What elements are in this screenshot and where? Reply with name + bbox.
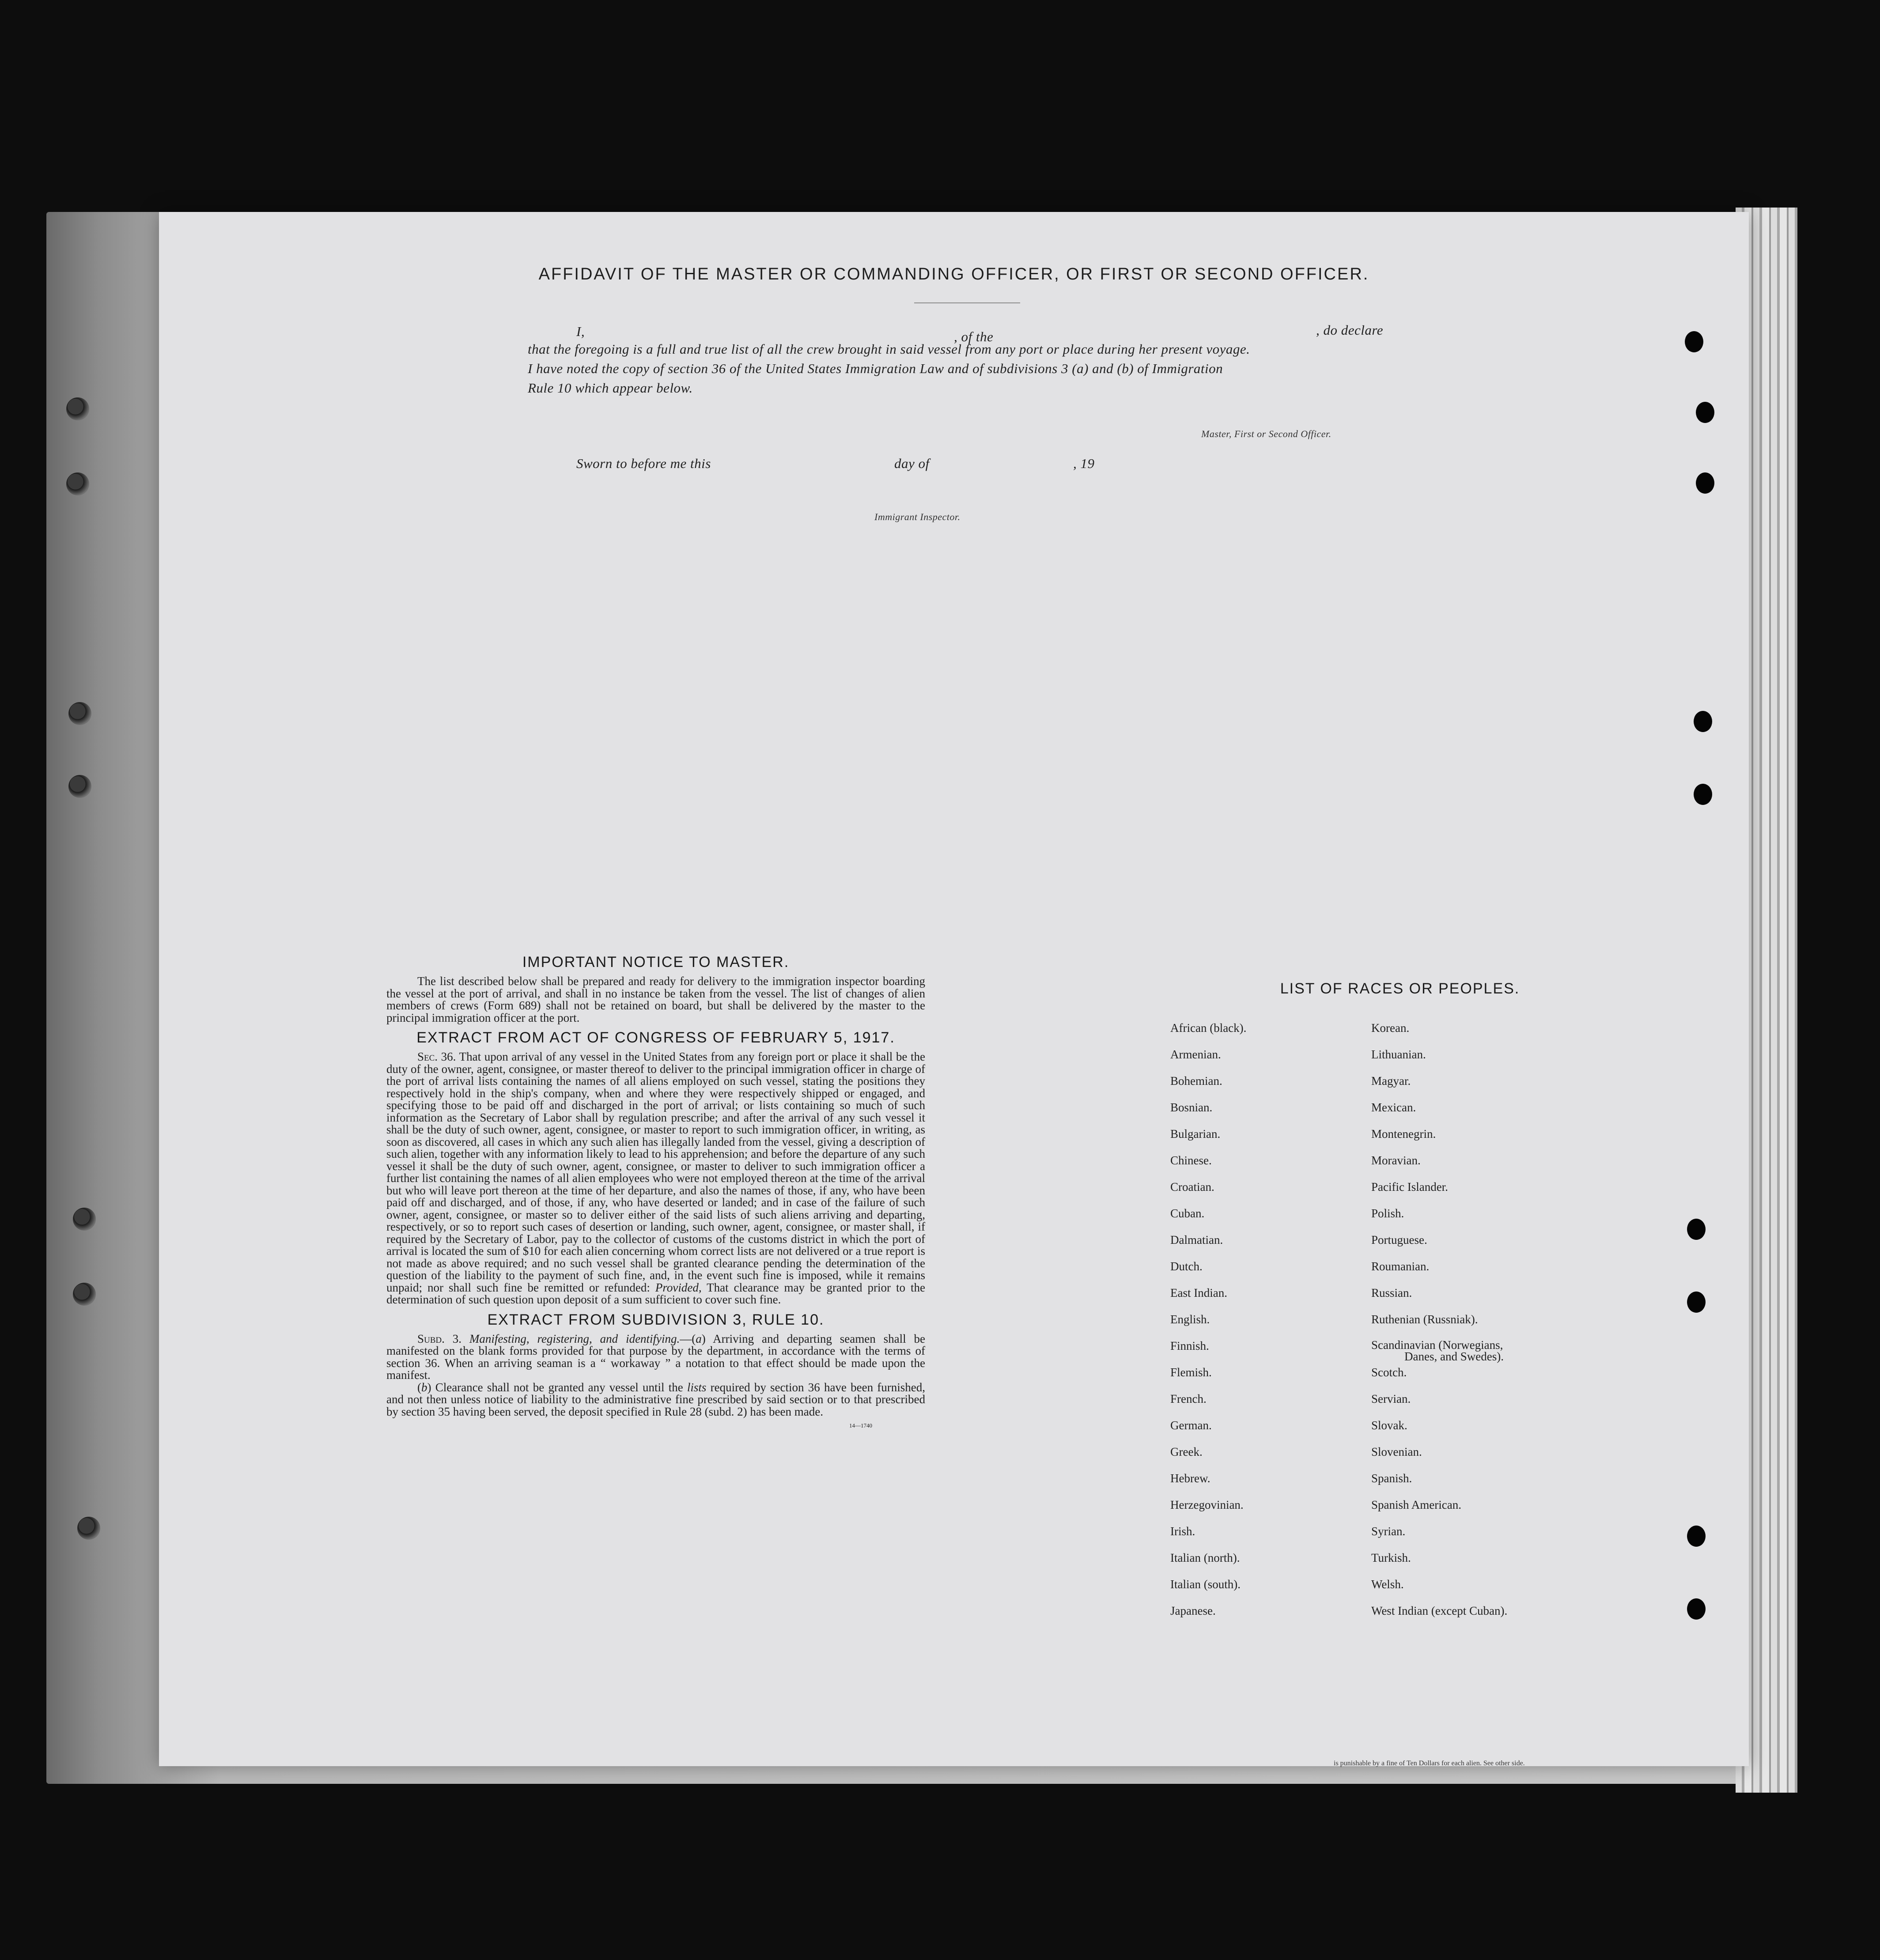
inspector-caption: Immigrant Inspector. [874, 511, 961, 522]
affidavit-declare: , do declare [1316, 322, 1384, 338]
race-item: Croatian. [1170, 1180, 1214, 1193]
race-item-continuation: Danes, and Swedes). [1404, 1350, 1504, 1363]
subd-b-open: ( [417, 1380, 421, 1394]
races-column-2 [1371, 1021, 1507, 1631]
provided-word: Provided, [655, 1280, 702, 1294]
subd-b-text-2: required by section 36 have been furnished, and not then unless notice of liability to the administrative fine prescribed by said section or to that prescribed by section 35 having been served, the deposit specified in Rule 28 (subd. 2) has been made. [386, 1380, 926, 1418]
race-item: Spanish American. [1371, 1498, 1461, 1511]
notice-heading: IMPORTANT NOTICE TO MASTER. [522, 954, 790, 971]
race-item: Bosnian. [1170, 1101, 1213, 1114]
subd-a-open: —( [680, 1332, 696, 1345]
race-item: Montenegrin. [1371, 1127, 1436, 1141]
punched-hole [1696, 472, 1714, 494]
race-item: Korean. [1371, 1021, 1410, 1035]
act-heading: EXTRACT FROM ACT OF CONGRESS OF FEBRUARY 5, 1917. [416, 1029, 895, 1046]
race-item: Dutch. [1170, 1260, 1203, 1273]
race-item: Dalmatian. [1170, 1233, 1223, 1246]
year-text: , 19 [1073, 456, 1095, 471]
race-item: German. [1170, 1419, 1212, 1432]
race-item: Hebrew. [1170, 1472, 1210, 1485]
race-item: Scotch. [1371, 1366, 1407, 1379]
rule-body-b [386, 1382, 925, 1418]
subd-label: Subd. 3. [417, 1332, 462, 1345]
title-rule [914, 302, 1020, 303]
subd-a-letter: a [696, 1332, 702, 1345]
race-item: Greek. [1170, 1445, 1203, 1458]
rule-heading: EXTRACT FROM SUBDIVISION 3, RULE 10. [487, 1311, 825, 1328]
binder-hole [73, 1208, 96, 1231]
race-item: Polish. [1371, 1207, 1404, 1220]
form-number: 14—1740 [849, 1422, 872, 1429]
race-item: Cuban. [1170, 1207, 1205, 1220]
race-item: Slovenian. [1371, 1445, 1422, 1458]
notice-column [386, 954, 925, 1429]
affidavit-i: I, [576, 324, 585, 339]
notice-body [386, 975, 925, 1024]
race-item: English. [1170, 1313, 1210, 1326]
act-text: That upon arrival of any vessel in the United States from any foreign port or place it shall be the duty of the owner, agent, consignee, or master thereof to deliver to the principal immigration officer in charge of the port of arrival lists containing the names of all aliens employed on such vessel, stating the positions they respectively hold in the ship's company, when and where they were respectively shipped or engaged, and specifying those to be paid off and discharged in the port of arrival; or lists containing so much of such information as the Secretary of Labor shall by regulation prescribe; and after the arrival of any such vessel it shall be the duty of such owner, agent, consignee, or master to report to such immigration officer, in writing, as soon as discovered, all cases in which any such alien has illegally landed from the vessel, giving a description of such alien, together with any information likely to lead to his apprehension; and before the departure of any such vessel it shall be the duty of such owner, agent, consignee, or master to deliver to such immigration officer a further list containing the names of all alien employees who were not employed thereon at the time of the arrival but who will leave port thereon at the time of her departure, and also the names of those, if any, who have been paid off and discharged, and of those, if any, who have deserted or landed; and in case of the failure of such owner, agent, consignee, or master so to deliver either of the said lists of such aliens arriving and departing, respectively, or so to report such cases of desertion or landing, such owner, agent, consignee, or master shall, if required by the Secretary of Labor, pay to the collector of customs of the customs district in which the port of arrival is located the sum of $10 for each alien concerning whom correct lists are not delivered or a true report is not made as above required; and no such vessel shall be granted clearance pending the determination of the question of the liability to the payment of such fine, and, in the event such fine is imposed, while it remains unpaid; nor shall such fine be remitted or refunded: [386, 1050, 925, 1294]
punched-hole [1687, 1219, 1706, 1240]
race-item: Moravian. [1371, 1154, 1421, 1167]
race-item: Roumanian. [1371, 1260, 1430, 1273]
race-item: Chinese. [1170, 1154, 1212, 1167]
punched-hole [1687, 1526, 1706, 1547]
sworn-text: Sworn to before me this [576, 456, 711, 471]
race-item: Servian. [1371, 1392, 1411, 1405]
race-item: East Indian. [1170, 1286, 1227, 1299]
race-item: Lithuanian. [1371, 1048, 1426, 1061]
footer-note: is punishable by a fine of Ten Dollars for each alien. See other side. [1334, 1760, 1525, 1767]
binder-hole [68, 702, 91, 725]
binder-hole [66, 397, 89, 420]
act-body [386, 1051, 925, 1306]
punched-hole [1694, 711, 1712, 732]
affidavit-title: AFFIDAVIT OF THE MASTER OR COMMANDING OFFICER, OR FIRST OR SECOND OFFICER. [538, 265, 1369, 283]
binder-hole [77, 1517, 100, 1540]
lists-word: lists [687, 1380, 707, 1394]
race-item: Ruthenian (Russniak). [1371, 1313, 1478, 1326]
affidavit-line-2: that the foregoing is a full and true list of all the crew brought in said vessel from any port or place during her present voyage. [528, 341, 1250, 357]
affidavit-line-3: I have noted the copy of section 36 of the United States Immigration Law and of subdivisions 3 (a) and (b) of Immigration [528, 361, 1223, 376]
race-item: Irish. [1170, 1525, 1195, 1538]
race-item: West Indian (except Cuban). [1371, 1604, 1508, 1617]
race-item: Bulgarian. [1170, 1127, 1221, 1141]
race-item: Russian. [1371, 1286, 1412, 1299]
race-item: Welsh. [1371, 1578, 1404, 1591]
race-item: Finnish. [1170, 1339, 1209, 1352]
binder-hole [73, 1283, 96, 1306]
punched-hole [1685, 331, 1703, 352]
subd-b-text-1: ) Clearance shall not be granted any vessel until the [427, 1380, 683, 1394]
manifest-page [159, 212, 1749, 1766]
punched-hole [1694, 784, 1712, 805]
signature-caption: Master, First or Second Officer. [1201, 428, 1332, 439]
subd-b-letter: b [421, 1380, 427, 1394]
rule-body-a [386, 1333, 925, 1382]
binder-hole [66, 472, 89, 495]
race-item: Herzegovinian. [1170, 1498, 1244, 1511]
race-item: Portuguese. [1371, 1233, 1427, 1246]
races-heading: LIST OF RACES OR PEOPLES. [1280, 980, 1520, 997]
race-item: Italian (south). [1170, 1578, 1241, 1591]
race-item: Magyar. [1371, 1074, 1411, 1088]
race-item: Syrian. [1371, 1525, 1406, 1538]
binder-hole [68, 775, 91, 798]
punched-hole [1696, 402, 1714, 423]
race-item: Mexican. [1371, 1101, 1416, 1114]
subd-a-text: ) Arriving and departing seamen shall be manifested on the blank forms provided for that purpose by the department, in accordance with the terms of section 36. When an arriving seaman is a “ workaway ” a notation to that effect should be made upon the manifest. [386, 1332, 925, 1382]
affidavit-of-the: , of the [954, 329, 994, 344]
race-item: Turkish. [1371, 1551, 1411, 1564]
race-item: Pacific Islander. [1371, 1180, 1448, 1193]
race-item: Japanese. [1170, 1604, 1216, 1617]
affidavit-line-4: Rule 10 which appear below. [528, 380, 693, 396]
subd-title: Manifesting, registering, and identifying. [469, 1332, 680, 1345]
race-item: Flemish. [1170, 1366, 1212, 1379]
day-of-text: day of [894, 456, 930, 471]
race-item: Slovak. [1371, 1419, 1407, 1432]
race-item: French. [1170, 1392, 1207, 1405]
race-item: African (black). [1170, 1021, 1247, 1035]
race-item: Spanish. [1371, 1472, 1412, 1485]
races-column-1 [1170, 1021, 1246, 1631]
act-text-end: That clearance may be granted prior to the determination of such question upon deposit of a sum sufficient to cover such fine. [386, 1280, 926, 1306]
sec-label: Sec. 36. [417, 1050, 456, 1063]
notice-text: The list described below shall be prepared and ready for delivery to the immigration inspector boarding the vessel at the port of arrival, and shall in no instance be taken from the vessel. The list of changes of alien members of crews (Form 689) shall not be retained on board, but shall be delivered by the master to the principal immigration officer at the port. [386, 974, 925, 1024]
race-item: Bohemian. [1170, 1074, 1222, 1088]
race-item: Armenian. [1170, 1048, 1221, 1061]
punched-hole [1687, 1292, 1706, 1313]
punched-hole [1687, 1598, 1706, 1620]
race-item: Scandinavian (Norwegians, Danes, and Swedes). [1371, 1339, 1507, 1366]
race-item: Italian (north). [1170, 1551, 1240, 1564]
